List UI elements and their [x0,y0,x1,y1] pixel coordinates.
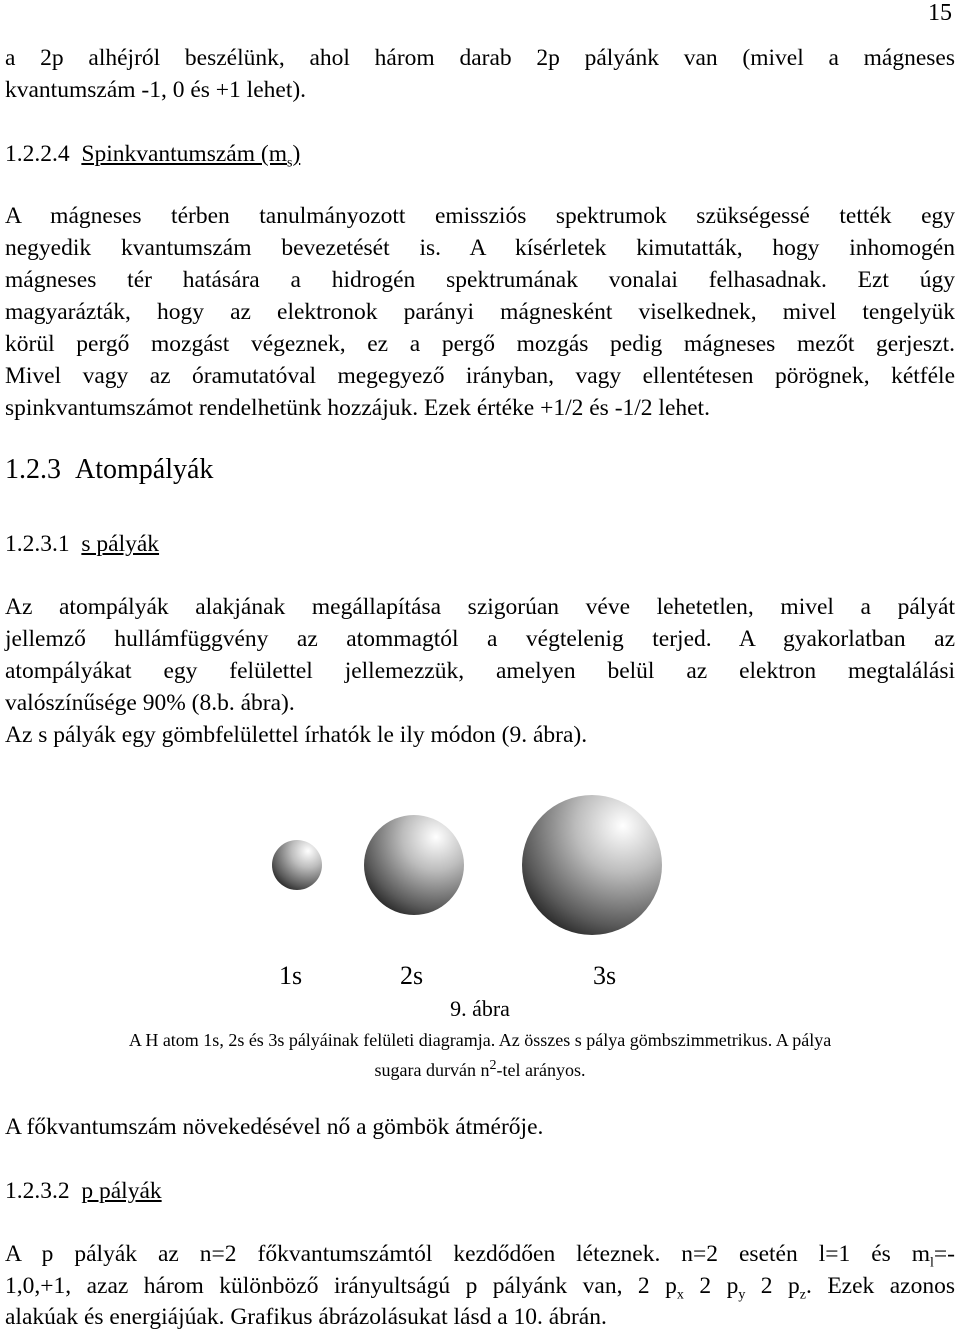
orbital-3s-sphere [522,795,662,935]
paragraph-line: valószínűsége 90% (8.b. ábra). [5,690,295,716]
section-title: s pályák [81,531,160,557]
paragraph-line: alakúak és energiájúak. Grafikus ábrázolásukat lásd a 10. ábrán. [5,1304,607,1330]
section-number: 1.2.3 [5,454,61,485]
paragraph-line: magyarázták, hogy az elektronok parányi mágnesként viselkednek, mivel tengelyük [5,299,955,325]
paragraph-line: A p pályák az n=2 főkvantumszámtól kezdődően léteznek. n=2 esetén l=1 és $m_l=-$ [5,1241,955,1271]
paragraph-line: Mivel vagy az óramutatóval megegyező irányban, vagy ellentétesen pörögnek, kétféle [5,363,955,389]
paragraph-line: kvantumszám -1, 0 és +1 lehet). [5,77,307,103]
paragraph-line: a 2p alhéjról beszélünk, ahol három darab 2p pályánk van (mivel a mágneses [5,45,955,71]
figure-caption: A H atom 1s, 2s és 3s pályáinak felületi diagramja. Az összes s pálya gömbszimmetrikus. A pálya [128,1030,832,1050]
s-orbitals-figure [0,780,960,980]
paragraph-line: Az atompályák alakjának megállapítása szigorúan véve lehetetlen, mivel a pályát [5,594,955,620]
label-2s: 2s [400,961,424,990]
section-number: 1.2.3.2 [5,1178,70,1204]
section-title: p pályák [81,1178,162,1204]
paragraph-line: A mágneses térben tanulmányozott emissziós spektrumok szükségessé tették egy [5,203,955,229]
section-heading-1224 [5,138,955,180]
label-3s: 3s [593,961,617,990]
section-number: 1.2.2.4 [5,141,70,167]
figure-number: 9. ábra [450,996,510,1021]
section-heading-1231 [5,528,955,560]
paragraph-line: A főkvantumszám növekedésével nő a gömbök átmérője. [5,1114,544,1140]
section-heading-1232 [5,1175,955,1207]
paragraph-line: 1,0,+1, azaz három különböző irányultságú p pályánk van, 2 $p_x$ 2 $p_y$ 2 $p_z$. Ezek azonos [5,1273,956,1303]
orbital-1s-sphere [272,840,322,890]
figure-caption-line2: sugara durván $n^2$-tel arányos. [374,1058,586,1080]
paragraph-line: spinkvantumszámot rendelhetünk hozzájuk. Ezek értéke +1/2 és -1/2 lehet. [5,395,710,421]
label-1s: 1s [279,961,303,990]
section-title: Atompályák [75,454,214,485]
paragraph-line: jellemző hullámfüggvény az atommagtól a végtelenig terjed. A gyakorlatban az [5,626,955,652]
paragraph-line: körül pergő mozgást végeznek, ez a pergő mozgás pedig mágneses mezőt gerjeszt. [5,331,955,357]
paragraph-line: mágneses tér hatására a hidrogén spektrumának vonalai felhasadnak. Ezt úgy [5,267,955,293]
section-number: 1.2.3.1 [5,531,70,557]
paragraph-line: negyedik kvantumszám bevezetését is. A kísérletek kimutatták, hogy inhomogén [5,235,955,261]
section-title: Spinkvantumszám $(m_s)$ [81,141,301,171]
page-number: 15 [928,0,952,26]
orbital-2s-sphere [364,815,464,915]
section-heading-123 [5,454,213,486]
paragraph-line: Az s pályák egy gömbfelülettel írhatók le ily módon (9. ábra). [5,722,588,748]
paragraph-line: atompályákat egy felülettel jellemezzük, amelyen belül az elektron megtalálási [5,658,955,684]
